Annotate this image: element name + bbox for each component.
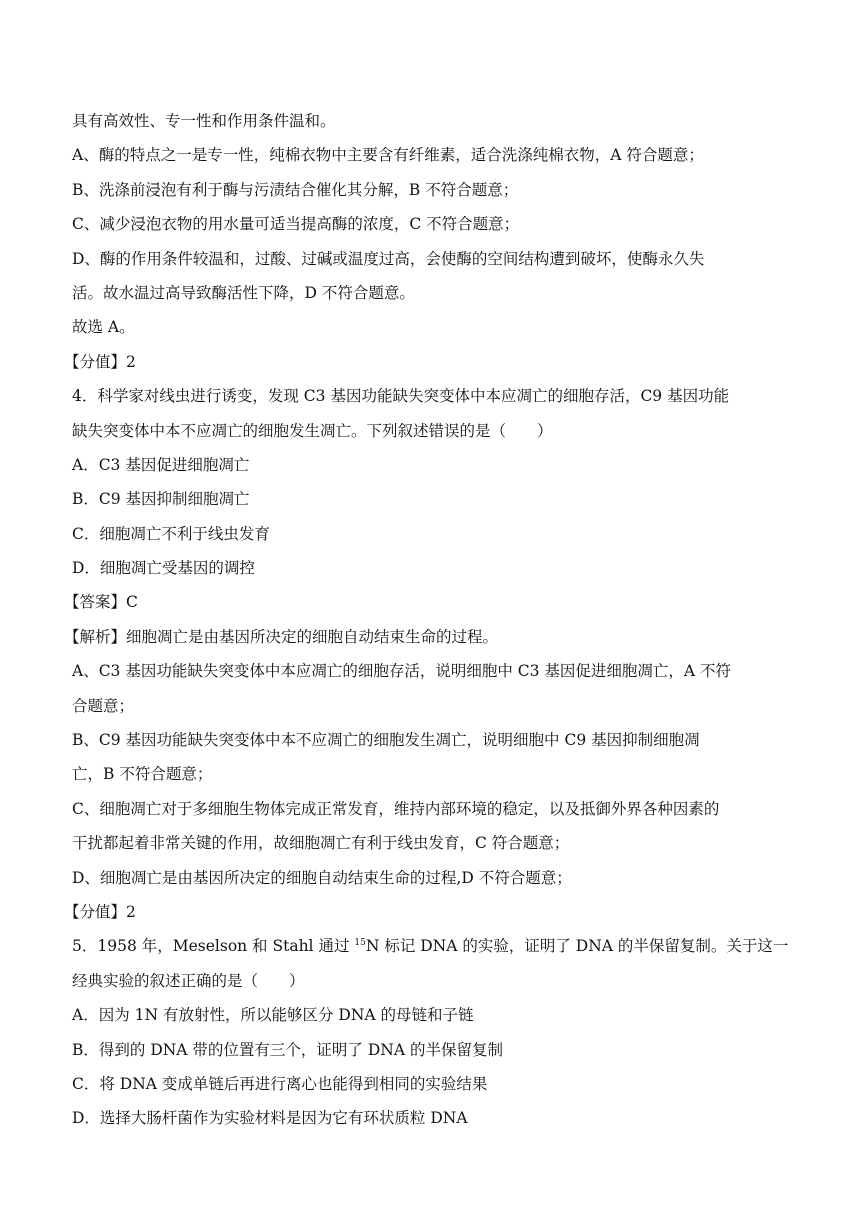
text-line: D、细胞凋亡是由基因所决定的细胞自动结束生命的过程,D 不符合题意； — [72, 868, 572, 887]
text-line: B、洗涤前浸泡有利于酶与污渍结合催化其分解，B 不符合题意； — [72, 180, 519, 199]
text-line: 亡，B 不符合题意； — [72, 765, 213, 784]
text-line: 合题意； — [72, 696, 135, 715]
text-line: C、细胞凋亡对于多细胞生物体完成正常发育，维持内部环境的稳定，以及抵御外界各种因素的 — [72, 799, 720, 818]
question-4-stem: 4．科学家对线虫进行诱变，发现 C3 基因功能缺失突变体中本应凋亡的细胞存活，C9 基因功能 — [72, 387, 730, 406]
isotope-superscript: 15 — [354, 938, 366, 949]
text-line: C、减少浸泡衣物的用水量可适当提高酶的浓度，C 不符合题意； — [72, 215, 520, 234]
question-5-option-b: B．得到的 DNA 带的位置有三个，证明了 DNA 的半保留复制 — [72, 1040, 503, 1059]
question-5-text-after: N 标记 DNA 的实验，证明了 DNA 的半保留复制。关于这一 — [365, 937, 789, 956]
question-5-stem — [72, 929, 802, 963]
question-5-option-c: C．将 DNA 变成单链后再进行离心也能得到相同的实验结果 — [72, 1074, 488, 1093]
question-4-option-a: A．C3 基因促进细胞凋亡 — [72, 455, 250, 474]
text-line: 故选 A。 — [72, 318, 135, 337]
question-4-option-b: B．C9 基因抑制细胞凋亡 — [72, 490, 250, 509]
document-page — [64, 104, 802, 1136]
text-line: D、酶的作用条件较温和，过酸、过碱或温度过高，会使酶的空间结构遭到破坏，使酶永久失 — [72, 249, 705, 268]
text-line: B、C9 基因功能缺失突变体中本不应凋亡的细胞发生凋亡，说明细胞中 C9 基因抑制细胞凋 — [72, 731, 700, 750]
score-label: 【分值】2 — [64, 902, 136, 921]
score-label: 【分值】2 — [64, 352, 136, 371]
text-line: A、C3 基因功能缺失突变体中本应凋亡的细胞存活，说明细胞中 C3 基因促进细胞凋亡，A 不符 — [72, 662, 732, 681]
text-line: 活。故水温过高导致酶活性下降，D 不符合题意。 — [72, 283, 415, 302]
text-line: A、酶的特点之一是专一性，纯棉衣物中主要含有纤维素，适合洗涤纯棉衣物，A 符合题意； — [72, 146, 704, 165]
question-4-stem: 缺失突变体中本不应凋亡的细胞发生凋亡。下列叙述错误的是（ ） — [72, 421, 553, 440]
question-5-option-d: D．选择大肠杆菌作为实验材料是因为它有环状质粒 DNA — [72, 1109, 468, 1128]
analysis-label: 【解析】细胞凋亡是由基因所决定的细胞自动结束生命的过程。 — [64, 627, 499, 646]
answer-label: 【答案】C — [64, 593, 138, 612]
question-5-option-a: A．因为 1N 有放射性，所以能够区分 DNA 的母链和子链 — [72, 1006, 474, 1025]
question-4-option-d: D．细胞凋亡受基因的调控 — [72, 559, 255, 578]
text-line: 干扰都起着非常关键的作用，故细胞凋亡有利于线虫发育，C 符合题意； — [72, 834, 570, 853]
question-5-text-before: 5．1958 年，Meselson 和 Stahl 通过 — [72, 937, 355, 956]
text-line: 具有高效性、专一性和作用条件温和。 — [72, 112, 336, 130]
question-5-stem: 经典实验的叙述正确的是（ ） — [72, 971, 305, 990]
question-4-option-c: C．细胞凋亡不利于线虫发育 — [72, 524, 270, 543]
